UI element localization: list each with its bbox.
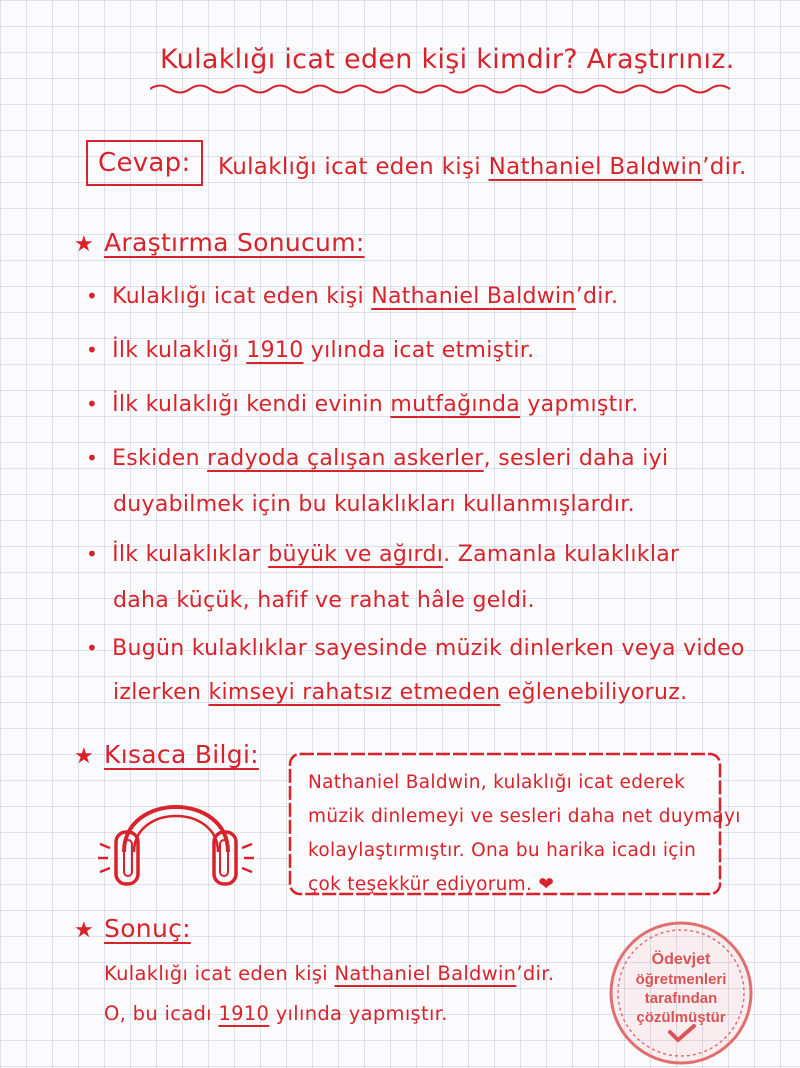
list-item	[86, 284, 618, 309]
item-highlight: mutfağında	[390, 392, 521, 417]
item-text: İlk kulaklığı kendi evinin	[112, 392, 384, 417]
list-item	[86, 338, 534, 363]
item-text: eğlenebiliyoruz.	[507, 680, 688, 705]
star-icon: ★	[74, 744, 95, 769]
stamp-line: öğretmenleri	[635, 971, 727, 988]
item-text: ’dir.	[575, 284, 619, 309]
item-highlight: büyük ve ağırdı	[268, 542, 444, 567]
bullet-icon: •	[86, 392, 99, 416]
item-highlight: 1910	[246, 338, 304, 363]
research-heading-row	[74, 228, 365, 257]
approval-stamp	[606, 918, 756, 1068]
info-heading-row	[74, 740, 259, 769]
info-line: Nathaniel Baldwin, kulaklığı icat ederek	[308, 772, 686, 793]
conclusion-text: ’dir.	[516, 962, 555, 985]
conclusion-text: Kulaklığı icat eden kişi	[104, 962, 329, 985]
star-icon: ★	[74, 918, 95, 943]
info-box	[308, 766, 741, 902]
list-item	[86, 392, 639, 417]
conclusion-line-2	[104, 1002, 448, 1025]
answer-name: Nathaniel Baldwin	[488, 154, 703, 180]
stamp-line: tarafından	[644, 990, 718, 1007]
heart-icon: ❤	[538, 874, 555, 895]
item-text: izlerken	[113, 680, 202, 705]
stamp-line: çözülmüştür	[636, 1009, 726, 1026]
item-text: , sesleri daha iyi	[483, 446, 669, 471]
bullet-icon: •	[86, 542, 99, 566]
item-text: yılında icat etmiştir.	[310, 338, 535, 363]
answer-line	[218, 154, 747, 180]
conclusion-heading: Sonuç:	[104, 914, 191, 943]
item-highlight: Nathaniel Baldwin	[371, 284, 576, 309]
conclusion-line-1	[104, 962, 554, 985]
conclusion-heading-row	[74, 914, 191, 943]
info-line: kolaylaştırmıştır. Ona bu harika icadı için	[308, 840, 697, 861]
info-heading: Kısaca Bilgi:	[104, 740, 259, 769]
list-item-continuation: daha küçük, hafif ve rahat hâle geldi.	[113, 588, 535, 613]
bullet-icon: •	[86, 636, 99, 660]
info-line: müzik dinlemeyi ve sesleri daha net duymayı	[308, 806, 741, 827]
wavy-underline	[150, 82, 740, 96]
star-icon: ★	[74, 232, 95, 257]
list-item	[86, 446, 668, 471]
item-text: Kulaklığı icat eden kişi	[112, 284, 364, 309]
item-text: Eskiden	[112, 446, 200, 471]
info-line: çok teşekkür ediyorum.	[308, 874, 533, 895]
conclusion-highlight: 1910	[218, 1002, 270, 1025]
answer-after: ’dir.	[702, 154, 747, 180]
conclusion-text: yılında yapmıştır.	[275, 1002, 448, 1025]
stamp-line: Ödevjet	[651, 951, 711, 968]
conclusion-highlight: Nathaniel Baldwin	[334, 962, 517, 985]
list-item-continuation	[113, 680, 687, 705]
bullet-icon: •	[86, 338, 99, 362]
research-heading: Araştırma Sonucum:	[104, 228, 365, 257]
bullet-icon: •	[86, 284, 99, 308]
answer-before: Kulaklığı icat eden kişi	[218, 154, 481, 180]
item-text: Bugün kulaklıklar sayesinde müzik dinlerken veya video	[112, 636, 745, 661]
answer-label: Cevap:	[86, 140, 203, 186]
headphones-icon	[96, 772, 256, 892]
conclusion-text: O, bu icadı	[104, 1002, 212, 1025]
item-highlight: kimseyi rahatsız etmeden	[208, 680, 501, 705]
item-text: İlk kulaklığı	[112, 338, 239, 363]
list-item-continuation: duyabilmek için bu kulaklıkları kullanmışlardır.	[113, 492, 635, 517]
item-text: yapmıştır.	[527, 392, 639, 417]
item-highlight: radyoda çalışan askerler	[207, 446, 484, 471]
bullet-icon: •	[86, 446, 99, 470]
item-text: . Zamanla kulaklıklar	[443, 542, 680, 567]
list-item	[86, 542, 679, 567]
list-item	[86, 636, 745, 661]
item-text: İlk kulaklıklar	[112, 542, 261, 567]
question-title: Kulaklığı icat eden kişi kimdir? Araştırınız.	[160, 44, 735, 75]
